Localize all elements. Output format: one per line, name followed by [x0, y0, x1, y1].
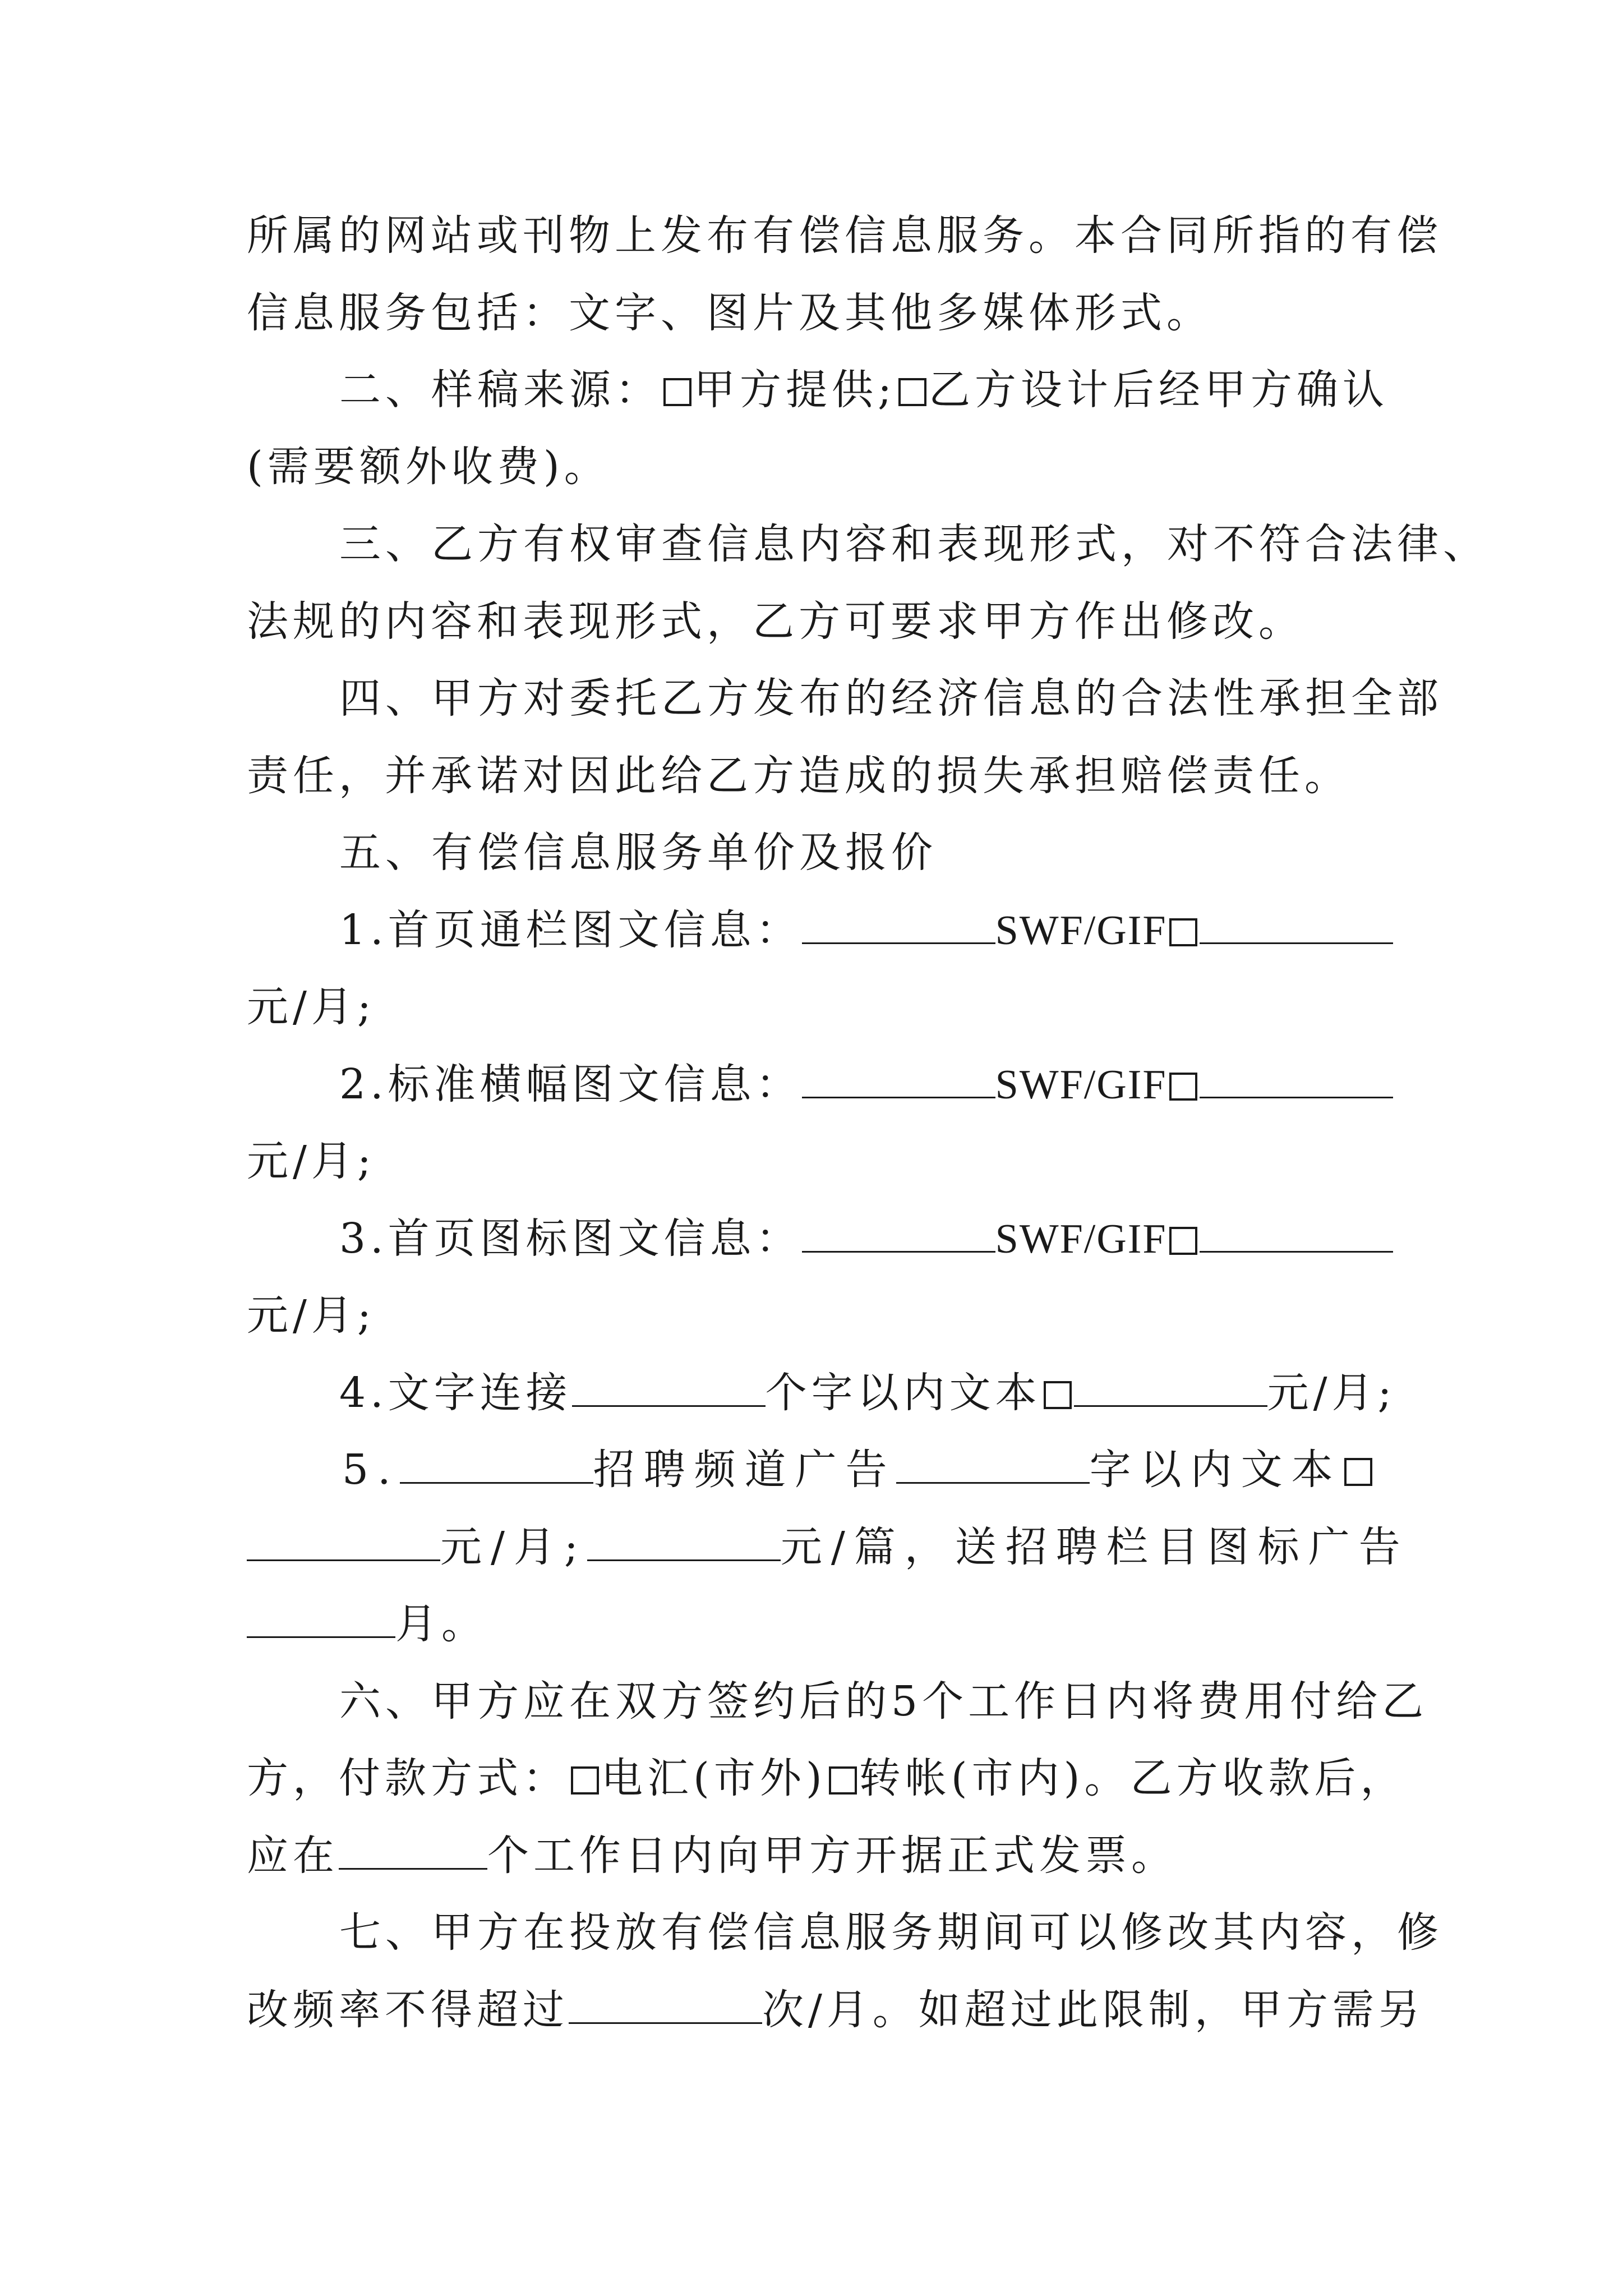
text: 改频率不得超过: [247, 1986, 569, 2034]
checkbox[interactable]: [898, 378, 926, 406]
text: 个字以内文本: [765, 1369, 1041, 1417]
text: 方，付款方式：: [247, 1754, 569, 1802]
price-item-1: [339, 902, 1394, 959]
fill-blank[interactable]: [339, 1834, 487, 1870]
text: 2.标准横幅图文信息：: [339, 1060, 802, 1108]
fill-blank[interactable]: [1200, 1063, 1393, 1098]
paragraph-line: [247, 1519, 1409, 1575]
clause-4-line: [339, 670, 1443, 726]
text: 所属的网站或刊物上发布有偿信息服务。本合同所指的有偿: [247, 211, 1442, 260]
paragraph-line: [247, 1750, 1407, 1806]
text: 元/月;: [1267, 1369, 1396, 1417]
text: 次/月。如超过此限制，甲方需另: [762, 1986, 1424, 2034]
fill-blank[interactable]: [1074, 1372, 1267, 1407]
fill-blank[interactable]: [802, 1217, 995, 1253]
text: 电汇(市外): [601, 1754, 827, 1802]
fill-blank[interactable]: [247, 1603, 395, 1638]
fill-blank[interactable]: [802, 909, 995, 944]
text: SWF/GIF: [995, 1216, 1167, 1262]
clause-5-heading: [339, 825, 1394, 881]
checkbox[interactable]: [1169, 1227, 1197, 1255]
text: 4.文字连接: [339, 1369, 572, 1417]
text: 乙方设计后经甲方确认: [928, 366, 1389, 414]
price-item-3: [339, 1211, 1394, 1267]
text: 应在: [247, 1832, 339, 1880]
paragraph-line: [247, 979, 1391, 1035]
checkbox[interactable]: [1044, 1381, 1072, 1409]
paragraph-line: [247, 593, 1391, 650]
clause-6-line: [339, 1673, 1428, 1729]
text: 元/篇，送招聘栏目图标广告: [780, 1523, 1409, 1571]
text: 1.首页通栏图文信息：: [339, 906, 802, 954]
text: 七、甲方在投放有偿信息服务期间可以修改其内容，修: [339, 1908, 1443, 1957]
text: 转帐(市内)。乙方收款后，: [859, 1754, 1407, 1802]
text: (需要额外收费)。: [247, 443, 610, 491]
text: 3.首页图标图文信息：: [339, 1214, 802, 1263]
checkbox[interactable]: [1169, 1073, 1197, 1101]
fill-blank[interactable]: [1200, 909, 1393, 944]
paragraph-line: [247, 1133, 1391, 1189]
paragraph-line: [247, 439, 1391, 495]
fill-blank[interactable]: [1200, 1217, 1393, 1253]
text: 甲方提供;: [694, 366, 896, 414]
checkbox[interactable]: [1344, 1458, 1372, 1486]
checkbox[interactable]: [663, 378, 691, 406]
text: 元/月;: [247, 983, 376, 1031]
text: 信息服务包括：文字、图片及其他多媒体形式。: [247, 289, 1212, 337]
paragraph-line: [247, 208, 1442, 264]
checkbox[interactable]: [829, 1766, 857, 1795]
text: 五、有偿信息服务单价及报价: [339, 829, 937, 877]
clause-2-line: [339, 362, 1394, 418]
paragraph-line: [247, 1287, 1391, 1343]
clause-3-line: [339, 516, 1489, 572]
text: 六、甲方应在双方签约后的5个工作日内将费用付给乙: [339, 1677, 1428, 1726]
fill-blank[interactable]: [247, 1526, 440, 1561]
text: 个工作日内向甲方开据正式发票。: [487, 1832, 1177, 1880]
text: 元/月;: [247, 1291, 376, 1340]
fill-blank[interactable]: [569, 1989, 762, 2024]
paragraph-line: [247, 1982, 1424, 2038]
fill-blank[interactable]: [587, 1526, 781, 1561]
text: 责任，并承诺对因此给乙方造成的损失承担赔偿责任。: [247, 752, 1350, 800]
text: 元/月;: [440, 1523, 587, 1571]
text: 5.: [342, 1446, 400, 1494]
price-item-5: [342, 1442, 1396, 1498]
paragraph-line: [247, 285, 1391, 341]
text: SWF/GIF: [995, 908, 1167, 954]
clause-7-line: [339, 1904, 1443, 1961]
text: 元/月;: [247, 1137, 376, 1185]
checkbox[interactable]: [1169, 918, 1197, 946]
text: 字以内文本: [1089, 1446, 1342, 1494]
paragraph-line: [247, 1596, 1391, 1652]
fill-blank[interactable]: [802, 1063, 995, 1098]
paragraph-line: [247, 1828, 1391, 1884]
fill-blank[interactable]: [400, 1448, 593, 1484]
price-item-2: [339, 1056, 1394, 1113]
text: 三、乙方有权审查信息内容和表现形式，对不符合法律、: [339, 520, 1489, 568]
price-item-4: [339, 1365, 1394, 1421]
fill-blank[interactable]: [896, 1448, 1090, 1484]
fill-blank[interactable]: [572, 1372, 766, 1407]
text: 月。: [395, 1600, 487, 1648]
text: 二、样稿来源：: [339, 366, 661, 414]
text: 四、甲方对委托乙方发布的经济信息的合法性承担全部: [339, 674, 1443, 723]
paragraph-line: [247, 748, 1391, 804]
text: 法规的内容和表现形式，乙方可要求甲方作出修改。: [247, 597, 1304, 646]
text: 招聘频道广告: [593, 1446, 896, 1494]
text: SWF/GIF: [995, 1062, 1167, 1108]
checkbox[interactable]: [571, 1766, 599, 1795]
